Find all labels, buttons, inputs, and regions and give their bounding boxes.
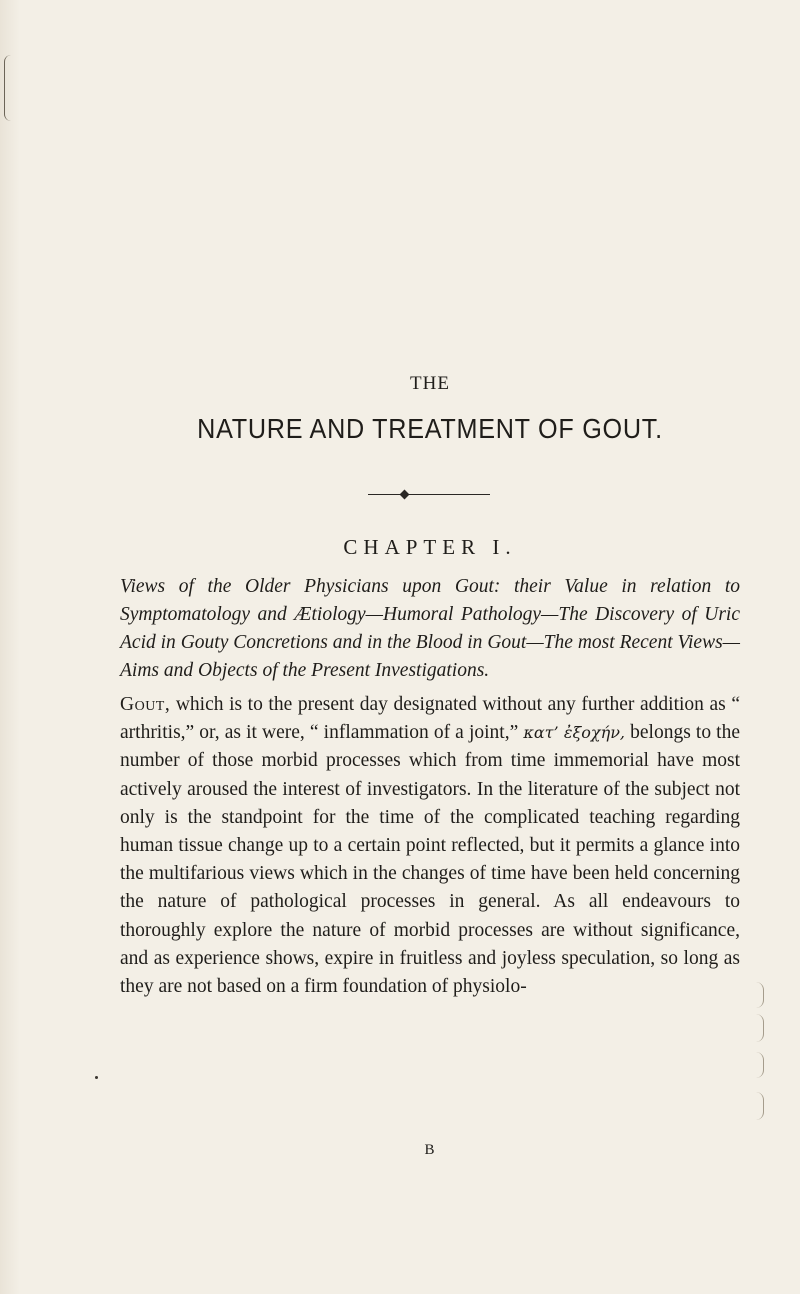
margin-mark	[755, 1052, 764, 1078]
greek-phrase: κατ’ ἐξοχήν,	[523, 723, 626, 743]
title-prefix: THE	[410, 373, 450, 394]
binding-mark	[4, 55, 11, 121]
margin-mark	[755, 982, 764, 1008]
chapter-synopsis: Views of the Older Physicians upon Gout: their Value in relation to Symptomatology and Ætiology—Humoral Pathology—The Discovery of Uric Acid in Gouty Concretions and in the Blood in Gout—The most Recent Views—Aims and Objects of the Present Investigations.	[120, 576, 740, 681]
opening-word: Gout,	[120, 694, 171, 715]
book-title: NATURE AND TREATMENT OF GOUT.	[197, 413, 663, 444]
body-text-part-2: belongs to the number of those morbid processes which from time immemorial have most actively aroused the interest of investigators. In the literature of the subject not only is the standpoint for the time of the complicated teaching regarding human tissue change up to a certain point reflected, but it permits a glance into the multifarious views which in the changes of time have been held concerning the nature of pathological processes in general. As all endeavours to thoroughly explore the nature of morbid processes are without significance, and as experience shows, expire in fruitless and joyless speculation, so long as they are not based on a firm foundation of physiolo-	[120, 722, 741, 998]
margin-mark	[755, 1092, 764, 1120]
page-gutter	[0, 0, 20, 1294]
ink-speck	[95, 1076, 98, 1079]
margin-mark	[755, 1014, 764, 1042]
body-text-part-1: which is to the present day designated without any further addition as “ arthritis,” or, as it were, “ inflammation of a joint,”	[120, 694, 740, 744]
signature-mark: B	[424, 1142, 436, 1158]
title-divider	[368, 494, 490, 495]
chapter-heading: CHAPTER I.	[343, 535, 517, 559]
divider-ornament	[400, 490, 410, 500]
chapter-body-paragraph	[120, 691, 740, 1001]
